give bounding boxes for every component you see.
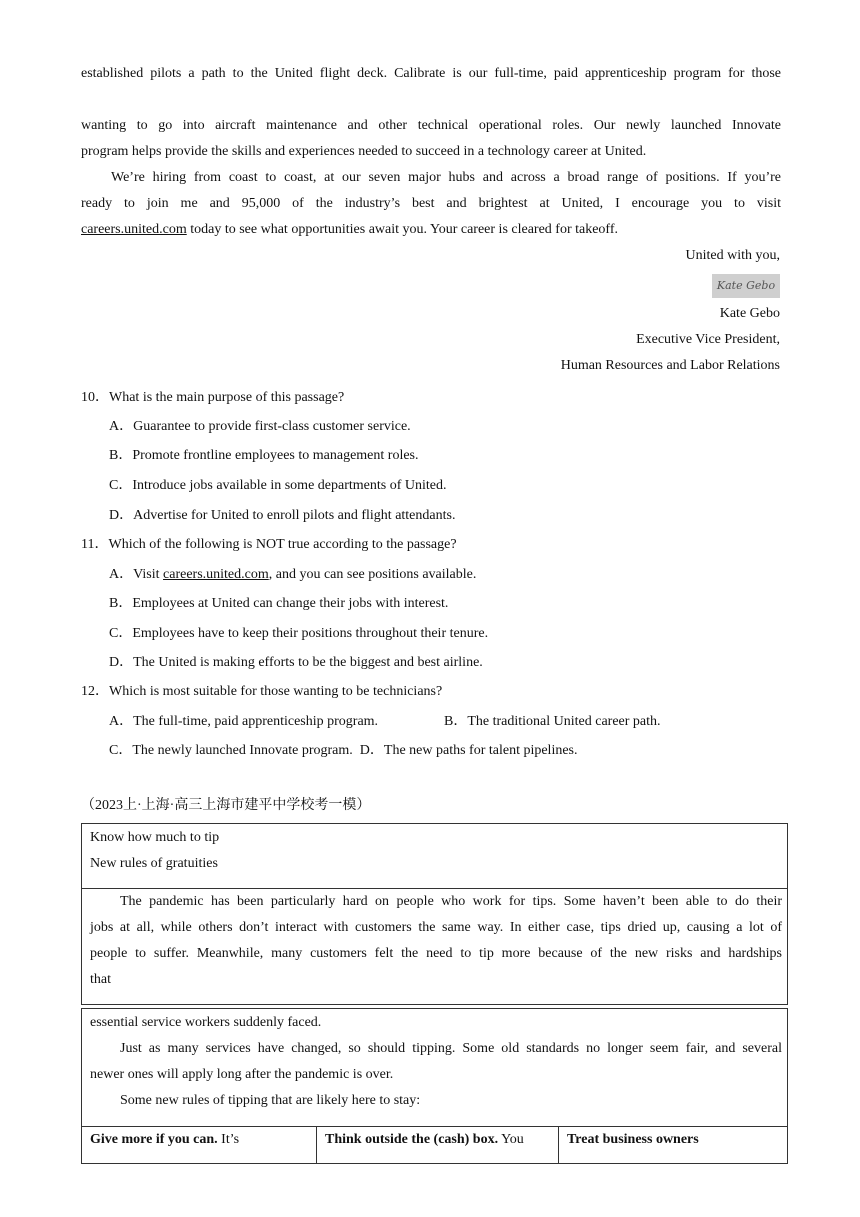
option-text-pre: Visit xyxy=(133,567,164,582)
option-letter: D． xyxy=(359,743,384,758)
letter-paragraph-2-line-2: ready to join me and 95,000 of the industry’s best and brightest at United, I encourage you to visit xyxy=(81,196,781,211)
option-letter: C． xyxy=(109,626,133,641)
question-12-option-a xyxy=(109,710,378,730)
tip-heading: Treat business owners xyxy=(567,1132,699,1147)
signer-name: Kate Gebo xyxy=(719,306,780,321)
option-letter: C． xyxy=(109,478,133,493)
question-text: Which of the following is NOT true according to the passage? xyxy=(108,537,457,552)
option-letter: A． xyxy=(109,567,134,582)
question-12-option-b xyxy=(444,710,661,730)
question-11-option-d xyxy=(109,651,483,671)
careers-link[interactable]: careers.united.com xyxy=(81,222,187,237)
question-10-option-d xyxy=(109,504,455,524)
tip-column-3 xyxy=(567,1132,699,1148)
signer-title-2: Human Resources and Labor Relations xyxy=(560,358,780,373)
option-text: Promote frontline employees to management roles. xyxy=(132,448,419,463)
option-text: The full-time, paid apprenticeship program. xyxy=(133,714,379,729)
option-letter: A． xyxy=(109,714,134,729)
question-10 xyxy=(81,386,344,406)
source-note: （2023上·上海·高三上海市建平中学校考一模） xyxy=(81,798,371,813)
article-subtitle: New rules of gratuities xyxy=(90,856,218,871)
question-11-option-a xyxy=(109,563,476,583)
tip-column-2 xyxy=(325,1132,524,1148)
option-text: Advertise for United to enroll pilots and flight attendants. xyxy=(133,508,456,523)
option-text: Introduce jobs available in some departments of United. xyxy=(132,478,447,493)
question-number: 11． xyxy=(81,537,109,552)
option-letter: B． xyxy=(109,596,133,611)
option-text: The new paths for talent pipelines. xyxy=(383,743,578,758)
divider xyxy=(82,1126,787,1127)
article-paragraph-1-line-2: jobs at all, while others don’t interact with customers the same way. In either case, tips dried up, causing a lot of xyxy=(90,920,782,935)
question-10-option-c xyxy=(109,474,446,494)
question-text: What is the main purpose of this passage? xyxy=(109,390,345,405)
option-text: Employees have to keep their positions throughout their tenure. xyxy=(132,626,489,641)
column-divider xyxy=(316,1126,317,1163)
tip-heading: Give more if you can. xyxy=(90,1132,218,1147)
question-12-option-c-d xyxy=(109,739,578,759)
signature-image: Kate Gebo xyxy=(712,274,780,298)
option-letter: D． xyxy=(109,508,134,523)
article-paragraph-3: Some new rules of tipping that are likely here to stay: xyxy=(120,1093,421,1108)
letter-paragraph-2-line-1: We’re hiring from coast to coast, at our seven major hubs and across a broad range of positions. If you’re xyxy=(111,170,781,185)
article-paragraph-1-line-3: people to suffer. Meanwhile, many customers felt the need to tip more because of the new risks and hardships xyxy=(90,946,782,961)
option-letter: A． xyxy=(109,419,134,434)
letter-paragraph-1-line-2: wanting to go into aircraft maintenance and other technical operational roles. Our newly launched Innovate xyxy=(81,118,781,133)
letter-paragraph-2-line-3 xyxy=(81,222,618,238)
stray-mark xyxy=(81,101,84,104)
question-11-option-b xyxy=(109,592,448,612)
tip-heading: Think outside the (cash) box. xyxy=(325,1132,499,1147)
careers-link[interactable]: careers.united.com xyxy=(163,567,269,582)
question-number: 10． xyxy=(81,390,109,405)
option-text: The United is making efforts to be the biggest and best airline. xyxy=(133,655,483,670)
tip-column-1 xyxy=(90,1132,239,1148)
question-11-option-c xyxy=(109,622,488,642)
letter-paragraph-2-line-3-rest: today to see what opportunities await you. Your career is cleared for takeoff. xyxy=(186,222,619,237)
option-letter: B． xyxy=(444,714,468,729)
option-text: The newly launched Innovate program. xyxy=(132,743,353,758)
article-paragraph-1-line-4: that xyxy=(90,972,111,987)
column-divider xyxy=(558,1126,559,1163)
letter-paragraph-1-line-1: established pilots a path to the United flight deck. Calibrate is our full-time, paid apprenticeship program for those xyxy=(81,66,781,81)
question-10-option-a xyxy=(109,415,411,435)
divider xyxy=(82,888,787,889)
article-title: Know how much to tip xyxy=(90,830,220,845)
option-text: Guarantee to provide first-class customer service. xyxy=(133,419,411,434)
question-text: Which is most suitable for those wanting to be technicians? xyxy=(109,684,443,699)
question-12 xyxy=(81,680,442,700)
question-10-option-b xyxy=(109,444,419,464)
article-box-1 xyxy=(81,823,788,1005)
signer-title-1: Executive Vice President, xyxy=(636,332,780,347)
question-number: 12． xyxy=(81,684,109,699)
tip-text: It’s xyxy=(217,1132,240,1147)
article-paragraph-2-line-2: newer ones will apply long after the pandemic is over. xyxy=(90,1067,394,1082)
article-paragraph-1-continued: essential service workers suddenly faced. xyxy=(90,1015,322,1030)
letter-paragraph-1-line-3: program helps provide the skills and experiences needed to succeed in a technology career at United. xyxy=(81,144,647,159)
option-letter: B． xyxy=(109,448,133,463)
question-11 xyxy=(81,533,457,553)
option-letter: C． xyxy=(109,743,133,758)
tip-text: You xyxy=(498,1132,524,1147)
article-paragraph-1-line-1: The pandemic has been particularly hard on people who work for tips. Some haven’t been able to do their xyxy=(120,894,782,909)
option-text: Employees at United can change their jobs with interest. xyxy=(132,596,449,611)
option-text-post: , and you can see positions available. xyxy=(268,567,477,582)
option-letter: D． xyxy=(109,655,134,670)
letter-closing: United with you, xyxy=(685,248,780,263)
article-paragraph-2-line-1: Just as many services have changed, so should tipping. Some old standards no longer seem fair, and several xyxy=(120,1041,782,1056)
option-text: The traditional United career path. xyxy=(467,714,661,729)
